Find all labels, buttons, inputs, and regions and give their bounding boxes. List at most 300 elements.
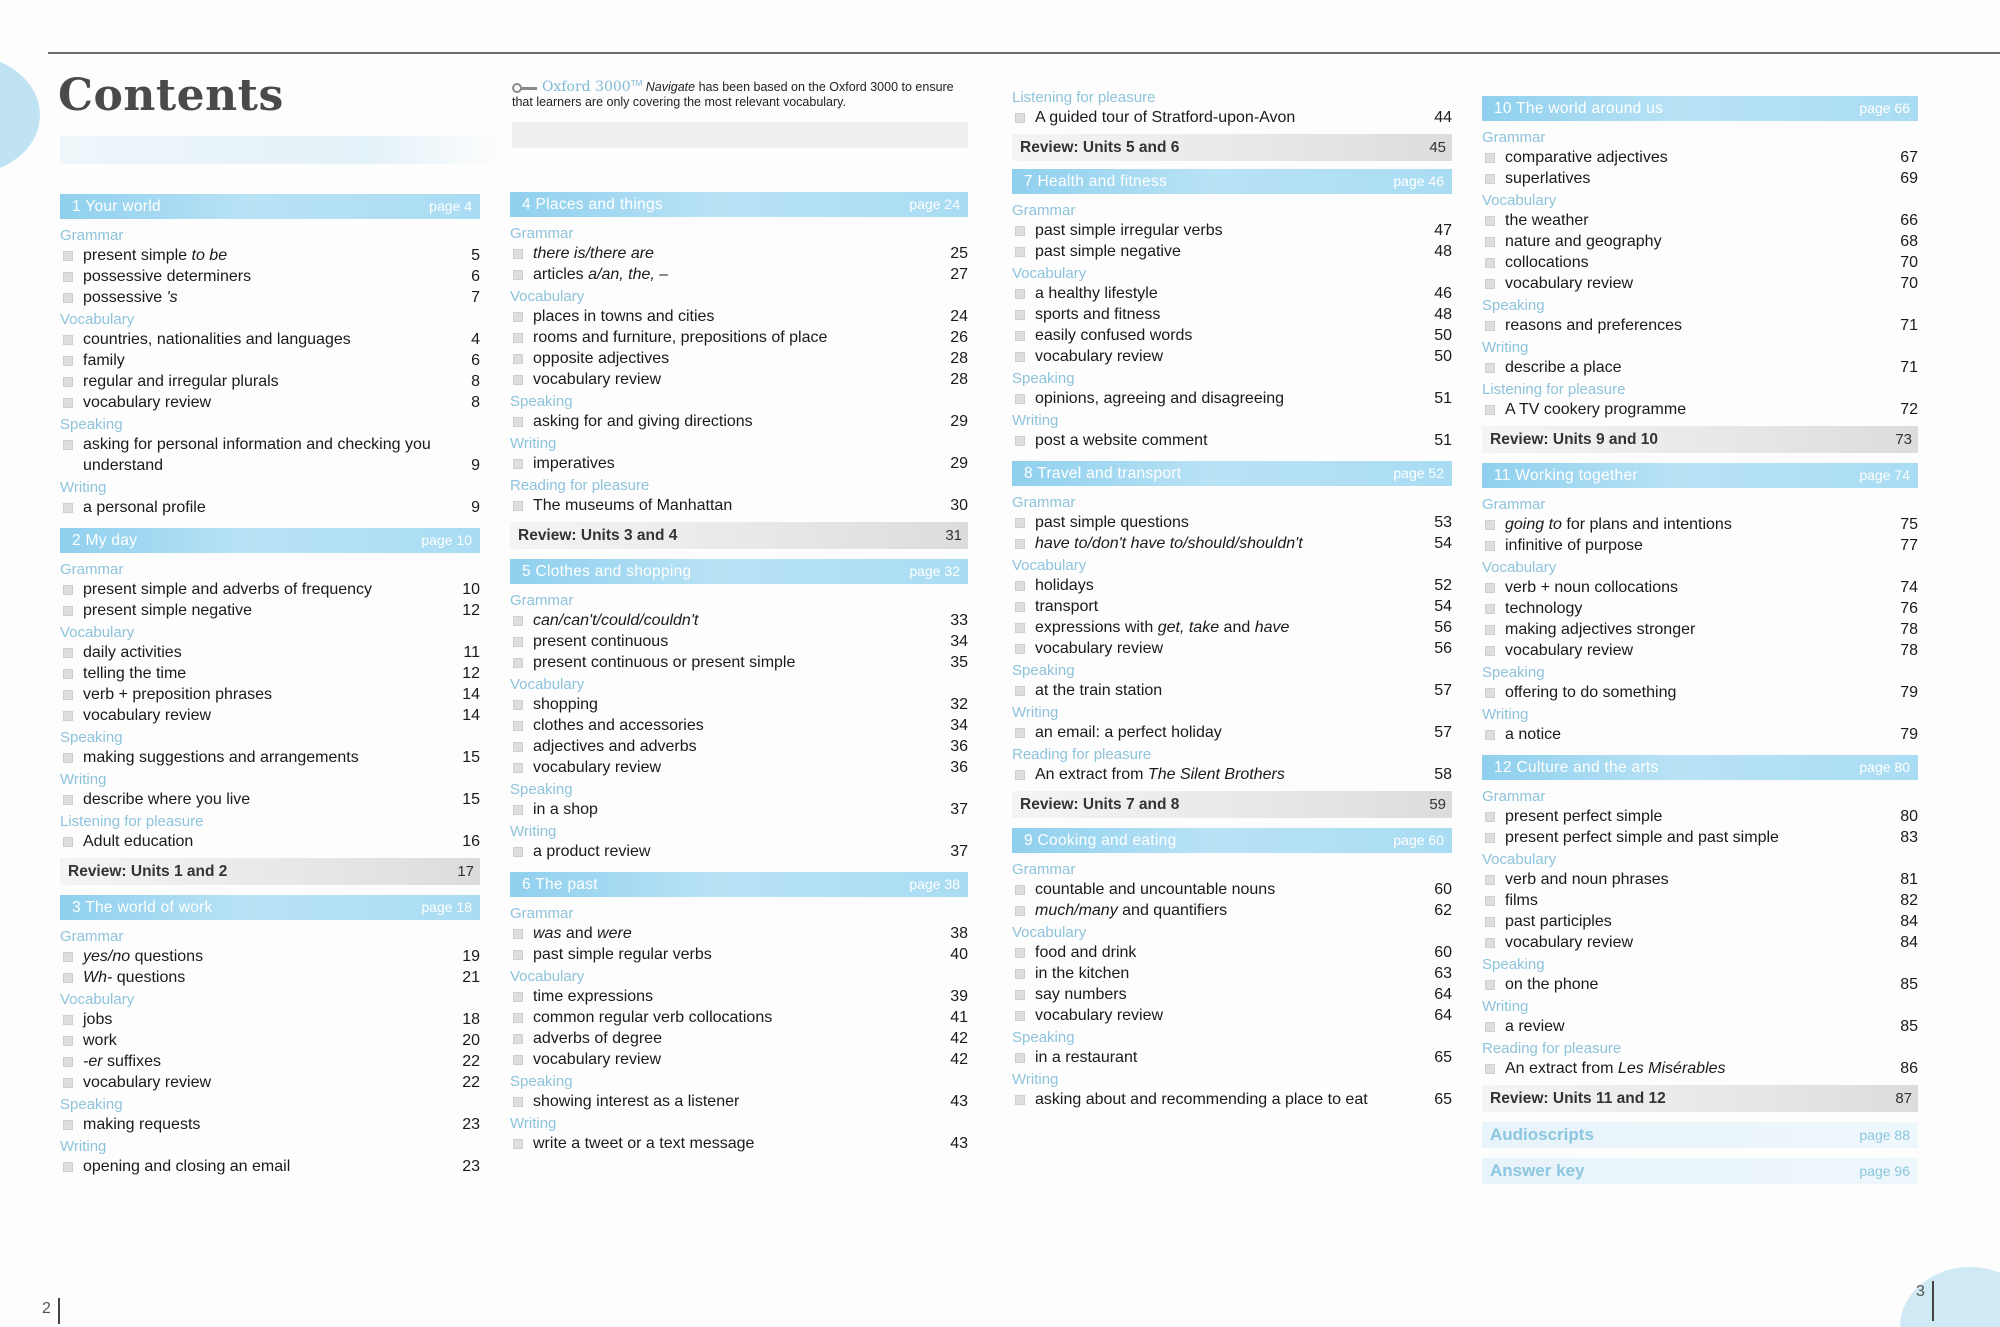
- item-text-italic: to be: [191, 247, 228, 264]
- category-label: Speaking: [60, 416, 123, 433]
- checkbox-icon: [1015, 581, 1025, 591]
- checkbox-icon: [1485, 258, 1495, 268]
- item-text-part: a product review: [533, 843, 651, 860]
- checkbox-icon: [63, 335, 73, 345]
- list-item: [1012, 283, 1452, 304]
- checkbox-icon: [513, 700, 523, 710]
- list-item: [1012, 304, 1452, 325]
- item-page-number: 57: [1434, 724, 1452, 741]
- item-text-part: questions: [112, 969, 186, 986]
- item-text-part: present simple and adverbs of frequency: [83, 581, 373, 598]
- checkbox-icon: [1015, 247, 1025, 257]
- item-page-number: 9: [471, 499, 480, 516]
- item-text-part: An extract from: [1505, 1060, 1618, 1077]
- item-page-number: 26: [950, 329, 968, 346]
- checkbox-icon: [513, 847, 523, 857]
- item-page-number: 48: [1434, 243, 1452, 260]
- item-page-number: 32: [950, 696, 968, 713]
- item-page-number: 29: [950, 413, 968, 430]
- category-label: Vocabulary: [510, 968, 585, 985]
- key-icon: [512, 83, 538, 93]
- item-text-part: common regular verb collocations: [533, 1009, 773, 1026]
- item-text-part: shopping: [533, 696, 598, 713]
- category-label: Writing: [1012, 412, 1059, 429]
- review-page-number: 59: [1429, 796, 1446, 813]
- item-page-number: 58: [1434, 766, 1452, 783]
- list-item: [510, 1028, 968, 1049]
- checkbox-icon: [513, 1055, 523, 1065]
- item-page-number: 82: [1900, 892, 1918, 909]
- list-item: [510, 736, 968, 757]
- oxford-note-text: has been based on the Oxford 3000 to ensure that learners are only covering the most relevant vocabulary.: [512, 80, 954, 110]
- category-label: Speaking: [1012, 662, 1075, 679]
- item-page-number: 19: [462, 948, 480, 965]
- item-text-italic: have to/don't have to/should/shouldn't: [1035, 535, 1303, 552]
- review-row: [1482, 426, 1918, 453]
- item-text-part: adverbs of degree: [533, 1030, 662, 1047]
- item-text: [1505, 273, 1888, 294]
- item-text: [1035, 575, 1422, 596]
- item-page-number: 53: [1434, 514, 1452, 531]
- item-page-number: 81: [1900, 871, 1918, 888]
- item-text-part: a notice: [1505, 726, 1562, 743]
- list-item: [510, 944, 968, 965]
- checkbox-icon: [1015, 728, 1025, 738]
- category-label: Reading for pleasure: [510, 477, 650, 494]
- item-text-part: vocabulary review: [83, 394, 212, 411]
- checkbox-icon: [1015, 602, 1025, 612]
- item-text: [533, 306, 938, 327]
- item-text: [1035, 1047, 1422, 1068]
- unit-title: 12 Culture and the arts: [1494, 759, 1659, 776]
- category-label: Vocabulary: [60, 311, 135, 328]
- list-item: [510, 243, 968, 264]
- list-item: [510, 986, 968, 1007]
- list-item: [510, 327, 968, 348]
- list-item: [1482, 1016, 1918, 1037]
- item-text: [533, 799, 938, 820]
- category-label: Vocabulary: [510, 288, 585, 305]
- checkbox-icon: [1015, 885, 1025, 895]
- item-text: [83, 245, 450, 266]
- list-item: [60, 946, 480, 967]
- item-page-number: 37: [950, 801, 968, 818]
- item-text-part: past simple negative: [1035, 243, 1181, 260]
- unit-title: 5 Clothes and shopping: [522, 563, 692, 580]
- list-item: [510, 715, 968, 736]
- list-item: [1482, 252, 1918, 273]
- item-page-number: 50: [1434, 327, 1452, 344]
- item-text: [533, 243, 938, 264]
- item-text-part: past simple irregular verbs: [1035, 222, 1223, 239]
- item-text-italic: was: [533, 925, 562, 942]
- list-item: [1482, 974, 1918, 995]
- item-page-number: 84: [1900, 913, 1918, 930]
- category-label: Reading for pleasure: [1012, 746, 1152, 763]
- list-item: [1482, 640, 1918, 661]
- item-text-part: easily confused words: [1035, 327, 1193, 344]
- item-text: [533, 631, 938, 652]
- unit-page: page 66: [1859, 100, 1910, 116]
- item-text-part: telling the time: [83, 665, 187, 682]
- oxford-strip: [512, 122, 968, 148]
- review-row: [510, 522, 968, 549]
- checkbox-icon: [1015, 289, 1025, 299]
- review-page-number: 73: [1895, 431, 1912, 448]
- list-item: [60, 245, 480, 266]
- checkbox-icon: [63, 398, 73, 408]
- unit-page: page 10: [421, 532, 472, 548]
- checkbox-icon: [63, 1162, 73, 1172]
- item-text-part: vocabulary review: [1035, 348, 1164, 365]
- item-text: [533, 264, 938, 285]
- checkbox-icon: [1015, 518, 1025, 528]
- audioscripts-link[interactable]: [1482, 1122, 1918, 1148]
- item-page-number: 33: [950, 612, 968, 629]
- checkbox-icon: [63, 795, 73, 805]
- review-label: Review: Units 7 and 8: [1020, 796, 1180, 813]
- extra-label: Answer key: [1490, 1161, 1585, 1180]
- item-text-italic: 's: [166, 289, 178, 306]
- item-text-italic: yes/no: [83, 948, 131, 965]
- item-text-part: daily activities: [83, 644, 182, 661]
- item-page-number: 6: [471, 352, 480, 369]
- item-page-number: 14: [462, 707, 480, 724]
- item-text: [1505, 231, 1888, 252]
- item-text: [1035, 283, 1422, 304]
- unit-header: [510, 872, 968, 897]
- item-page-number: 21: [462, 969, 480, 986]
- checkbox-icon: [513, 333, 523, 343]
- item-page-number: 4: [471, 331, 480, 348]
- category-label: Grammar: [60, 561, 124, 578]
- category-label: Vocabulary: [1012, 557, 1087, 574]
- item-page-number: 64: [1434, 986, 1452, 1003]
- checkbox-icon: [1015, 906, 1025, 916]
- category-label: Writing: [60, 479, 107, 496]
- item-text-part: A TV cookery programme: [1505, 401, 1687, 418]
- answer-key-link[interactable]: [1482, 1158, 1918, 1184]
- item-text-part: present simple negative: [83, 602, 252, 619]
- list-item: [1012, 963, 1452, 984]
- item-text-part: comparative adjectives: [1505, 149, 1668, 166]
- checkbox-icon: [63, 440, 73, 450]
- item-text: [1035, 325, 1422, 346]
- item-text: [1035, 764, 1422, 785]
- item-page-number: 29: [950, 455, 968, 472]
- list-item: [510, 799, 968, 820]
- item-page-number: 36: [950, 759, 968, 776]
- item-page-number: 85: [1900, 1018, 1918, 1035]
- item-page-number: 8: [471, 394, 480, 411]
- item-text: [83, 497, 450, 518]
- item-page-number: 70: [1900, 275, 1918, 292]
- list-item: [60, 789, 480, 810]
- checkbox-icon: [1485, 604, 1495, 614]
- checkbox-icon: [1015, 1011, 1025, 1021]
- unit-header: [60, 194, 480, 219]
- item-text: [533, 1133, 938, 1154]
- extra-label: Audioscripts: [1490, 1125, 1594, 1144]
- review-label: Review: Units 1 and 2: [68, 863, 228, 880]
- item-text-part: and: [561, 925, 598, 942]
- category-label: Speaking: [510, 393, 573, 410]
- list-item: [510, 610, 968, 631]
- list-item: [60, 434, 480, 476]
- item-text: [1035, 388, 1422, 409]
- item-text-part: in the kitchen: [1035, 965, 1130, 982]
- checkbox-icon: [1485, 153, 1495, 163]
- oxford-note-italic: Navigate: [645, 80, 696, 95]
- item-text: [1035, 638, 1422, 659]
- item-text: [83, 434, 450, 476]
- item-text-italic: have: [1254, 619, 1290, 636]
- checkbox-icon: [63, 753, 73, 763]
- checkbox-icon: [1485, 520, 1495, 530]
- unit-title: 9 Cooking and eating: [1024, 832, 1177, 849]
- list-item: [1012, 617, 1452, 638]
- unit-header: [60, 528, 480, 553]
- category-label: Writing: [1482, 706, 1529, 723]
- item-text-italic: much/many: [1035, 902, 1118, 919]
- checkbox-icon: [1015, 113, 1025, 123]
- checkbox-icon: [513, 637, 523, 647]
- checkbox-icon: [513, 1139, 523, 1149]
- checkbox-icon: [63, 356, 73, 366]
- item-text-italic: there is/there are: [533, 245, 654, 262]
- item-page-number: 72: [1900, 401, 1918, 418]
- list-item: [510, 411, 968, 432]
- review-page-number: 45: [1429, 139, 1446, 156]
- category-label: Grammar: [1482, 788, 1546, 805]
- item-text-part: and quantifiers: [1117, 902, 1228, 919]
- category-label: Grammar: [1012, 861, 1076, 878]
- list-item: [1012, 533, 1452, 554]
- item-text-part: present continuous or present simple: [533, 654, 796, 671]
- item-page-number: 71: [1900, 317, 1918, 334]
- item-text: [1035, 596, 1422, 617]
- category-label: Vocabulary: [1482, 851, 1557, 868]
- item-text-part: making adjectives stronger: [1505, 621, 1696, 638]
- checkbox-icon: [1485, 279, 1495, 289]
- item-text-part: opening and closing an email: [83, 1158, 291, 1175]
- item-text-part: verb + preposition phrases: [83, 686, 272, 703]
- item-page-number: 83: [1900, 829, 1918, 846]
- checkbox-icon: [1015, 310, 1025, 320]
- list-item: [1482, 890, 1918, 911]
- checkbox-icon: [513, 354, 523, 364]
- item-text-part: adjectives and adverbs: [533, 738, 697, 755]
- list-item: [60, 1156, 480, 1177]
- item-page-number: 43: [950, 1093, 968, 1110]
- checkbox-icon: [1485, 896, 1495, 906]
- item-page-number: 64: [1434, 1007, 1452, 1024]
- item-text: [1505, 210, 1888, 231]
- item-text-part: vocabulary review: [533, 759, 662, 776]
- item-text: [1505, 577, 1888, 598]
- item-page-number: 9: [471, 457, 480, 474]
- list-item: [1012, 1047, 1452, 1068]
- item-text-part: vocabulary review: [533, 1051, 662, 1068]
- corner-decoration-left: [0, 55, 40, 175]
- item-page-number: 78: [1900, 621, 1918, 638]
- item-text-part: suffixes: [102, 1053, 161, 1070]
- unit-page: page 80: [1859, 759, 1910, 775]
- checkbox-icon: [513, 501, 523, 511]
- checkbox-icon: [513, 1013, 523, 1023]
- unit-page: page 32: [909, 563, 960, 579]
- item-text: [83, 946, 450, 967]
- unit-title: 1 Your world: [72, 198, 161, 215]
- item-page-number: 25: [950, 245, 968, 262]
- item-text-italic: The Silent Brothers: [1147, 766, 1285, 783]
- list-item: [1012, 1005, 1452, 1026]
- item-page-number: 7: [471, 289, 480, 306]
- category-label: Speaking: [510, 1073, 573, 1090]
- unit-header: [1482, 463, 1918, 488]
- item-page-number: 15: [462, 749, 480, 766]
- category-label: Speaking: [60, 729, 123, 746]
- item-text: [533, 327, 938, 348]
- list-item: [60, 329, 480, 350]
- item-text: [83, 266, 450, 287]
- item-text-part: infinitive of purpose: [1505, 537, 1643, 554]
- item-text-part: write a tweet or a text message: [533, 1135, 755, 1152]
- checkbox-icon: [63, 952, 73, 962]
- item-text: [83, 287, 450, 308]
- item-page-number: 79: [1900, 684, 1918, 701]
- checkbox-icon: [63, 1015, 73, 1025]
- list-item: [1482, 315, 1918, 336]
- item-text: [533, 986, 938, 1007]
- list-item: [60, 705, 480, 726]
- item-text-part: regular and irregular plurals: [83, 373, 279, 390]
- list-item: [60, 266, 480, 287]
- checkbox-icon: [1485, 688, 1495, 698]
- list-item: [1012, 325, 1452, 346]
- item-page-number: 42: [950, 1051, 968, 1068]
- review-page-number: 17: [457, 863, 474, 880]
- item-page-number: 48: [1434, 306, 1452, 323]
- list-item: [1012, 879, 1452, 900]
- checkbox-icon: [513, 992, 523, 1002]
- unit-title: 4 Places and things: [522, 196, 663, 213]
- checkbox-icon: [1485, 1064, 1495, 1074]
- item-text-italic: get, take: [1157, 619, 1220, 636]
- list-item: [510, 369, 968, 390]
- item-text: [1505, 911, 1888, 932]
- item-page-number: 41: [950, 1009, 968, 1026]
- list-item: [1482, 619, 1918, 640]
- item-text: [83, 1009, 450, 1030]
- item-text: [533, 944, 938, 965]
- checkbox-icon: [1015, 352, 1025, 362]
- page-number-left: 2: [42, 1300, 51, 1317]
- category-label: Vocabulary: [510, 676, 585, 693]
- item-text: [83, 967, 450, 988]
- list-item: [510, 923, 968, 944]
- checkbox-icon: [63, 973, 73, 983]
- item-text: [1505, 535, 1888, 556]
- item-text-part: at the train station: [1035, 682, 1163, 699]
- item-page-number: 66: [1900, 212, 1918, 229]
- item-text-part: making requests: [83, 1116, 201, 1133]
- item-text: [1035, 241, 1422, 262]
- item-text-part: A guided tour of Stratford-upon-Avon: [1035, 109, 1296, 126]
- item-page-number: 42: [950, 1030, 968, 1047]
- checkbox-icon: [513, 763, 523, 773]
- list-item: [1012, 984, 1452, 1005]
- unit-header: [1012, 461, 1452, 486]
- unit-page: page 74: [1859, 467, 1910, 483]
- list-item: [510, 652, 968, 673]
- checkbox-icon: [63, 272, 73, 282]
- list-item: [60, 287, 480, 308]
- list-item: [1482, 147, 1918, 168]
- item-page-number: 36: [950, 738, 968, 755]
- oxford-note: [512, 76, 972, 110]
- item-text-italic: can/can't/could/couldn't: [533, 612, 699, 629]
- category-label: Writing: [1482, 339, 1529, 356]
- item-text-part: food and drink: [1035, 944, 1137, 961]
- list-item: [60, 831, 480, 852]
- item-text: [83, 1030, 450, 1051]
- unit-header: [60, 895, 480, 920]
- item-text: [533, 757, 938, 778]
- checkbox-icon: [63, 377, 73, 387]
- item-text: [83, 329, 450, 350]
- checkbox-icon: [1015, 623, 1025, 633]
- checkbox-icon: [1015, 1095, 1025, 1105]
- checkbox-icon: [63, 251, 73, 261]
- item-text: [533, 736, 938, 757]
- checkbox-icon: [63, 690, 73, 700]
- checkbox-icon: [1015, 331, 1025, 341]
- item-text: [1505, 724, 1888, 745]
- item-text: [533, 694, 938, 715]
- category-label: Grammar: [1012, 494, 1076, 511]
- item-text-part: asking for personal information and checking you understand: [83, 436, 431, 474]
- item-text: [1505, 252, 1888, 273]
- category-label: Listening for pleasure: [60, 813, 204, 830]
- list-item: [1482, 911, 1918, 932]
- list-item: [60, 371, 480, 392]
- page-number-right: 3: [1916, 1283, 1925, 1300]
- item-text: [83, 392, 450, 413]
- item-text: [1035, 617, 1422, 638]
- review-label: Review: Units 3 and 4: [518, 527, 678, 544]
- category-label: Writing: [1012, 704, 1059, 721]
- checkbox-icon: [63, 711, 73, 721]
- item-text: [83, 684, 450, 705]
- item-text: [1505, 974, 1888, 995]
- oxford-brand: Oxford 3000: [542, 79, 631, 96]
- checkbox-icon: [1485, 541, 1495, 551]
- list-item: [1012, 220, 1452, 241]
- list-item: [60, 497, 480, 518]
- item-text: [1505, 869, 1888, 890]
- item-page-number: 37: [950, 843, 968, 860]
- checkbox-icon: [63, 1036, 73, 1046]
- item-page-number: 16: [462, 833, 480, 850]
- item-page-number: 60: [1434, 881, 1452, 898]
- category-label: Vocabulary: [1012, 265, 1087, 282]
- category-label: Writing: [60, 771, 107, 788]
- item-text: [83, 371, 450, 392]
- checkbox-icon: [513, 375, 523, 385]
- item-text: [1035, 512, 1422, 533]
- item-text: [533, 495, 938, 516]
